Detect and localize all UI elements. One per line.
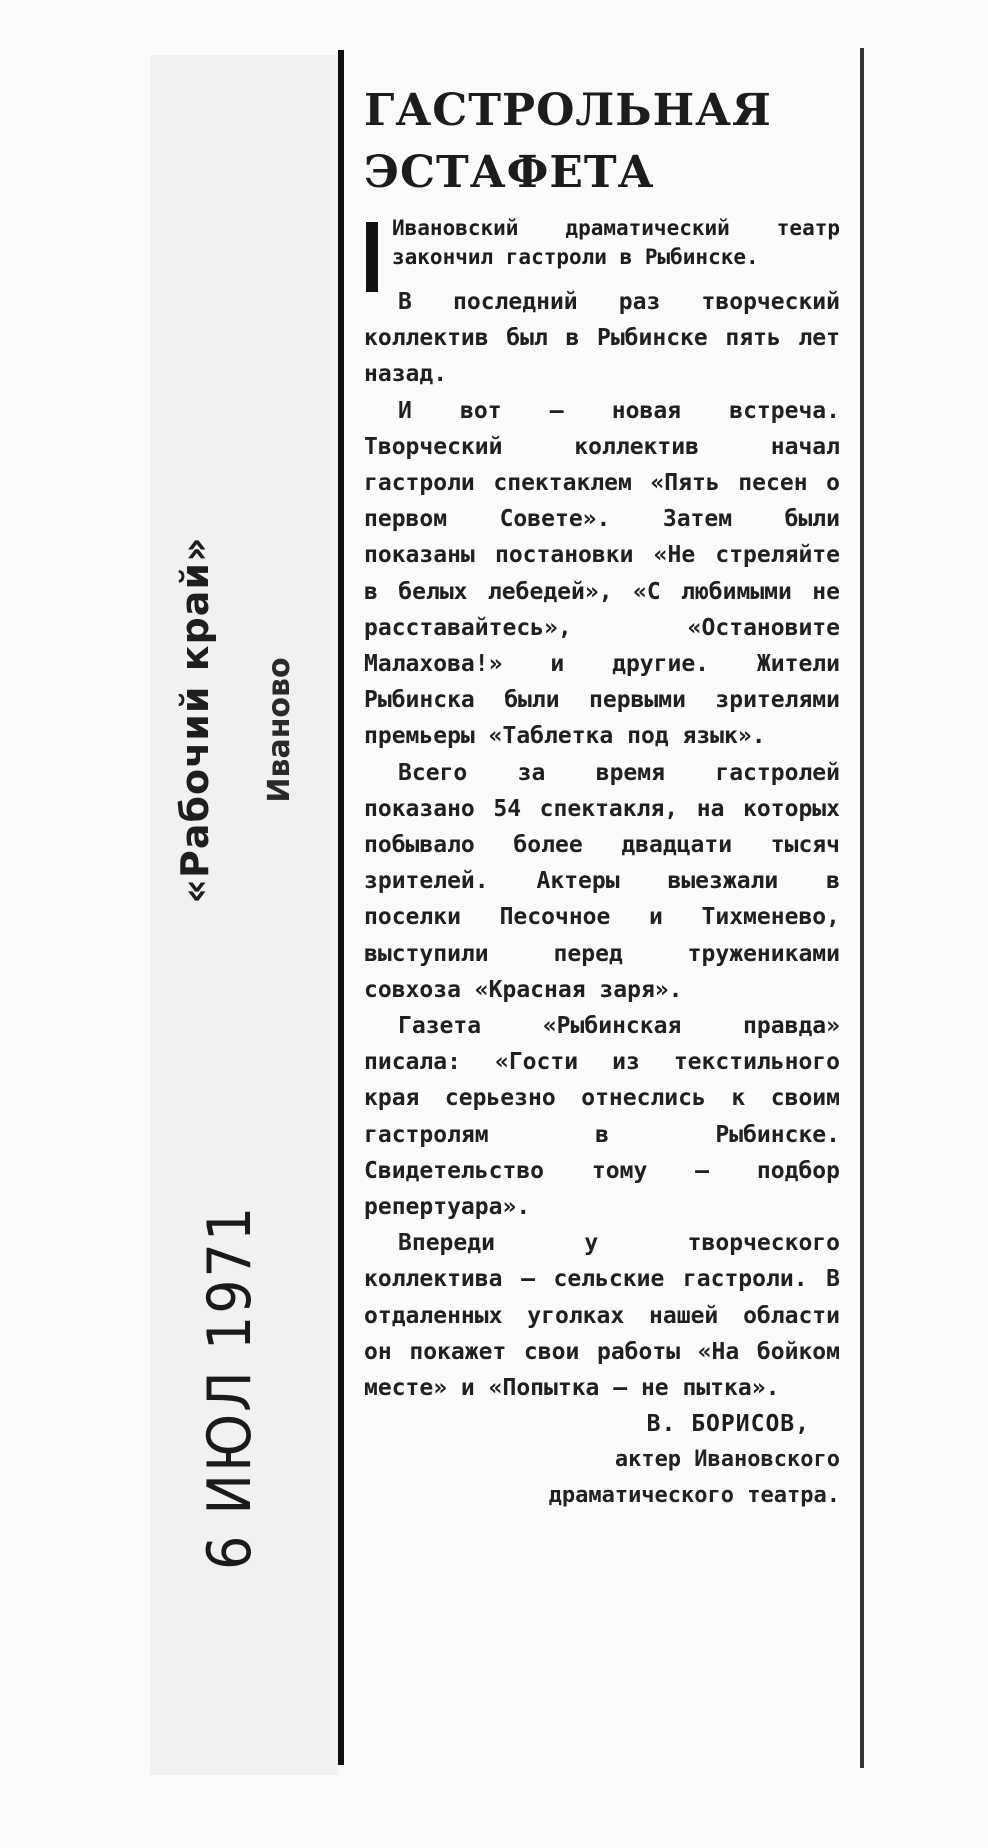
column-rule-right — [860, 48, 864, 1768]
newspaper-masthead-stamp: «Рабочий край» — [173, 536, 217, 904]
body-paragraph: Всего за время гастролей показано 54 спектакля, на которых побывало более двадцати тысяч зрителей. Актеры выезжали в поселки Песочное и Тихменево, выступили перед тружениками совхоза «Красная заря». — [364, 759, 840, 1003]
city-stamp: Иваново — [262, 657, 297, 803]
author-role-line-1: актер Ивановского — [614, 1447, 840, 1473]
body-paragraph: Газета «Рыбинская правда» писала: «Гости из текстильного края серьезно отнеслись к своим гастролям в Рыбинске. Свидетельство тому — подбор репертуара». — [364, 1013, 840, 1221]
article — [364, 80, 840, 1514]
column-rule-left — [338, 50, 344, 1765]
body-paragraph: В последний раз творческий коллектив был в Рыбинске пять лет назад. — [364, 289, 840, 388]
headline-line-2: ЭСТАФЕТА — [364, 147, 655, 198]
body-paragraph: Впереди у творческого коллектива — сельские гастроли. В отдаленных уголках нашей области он покажет свои работы «На бойком месте» и «Попытка — не пытка». — [364, 1230, 840, 1402]
lead-paragraph — [364, 214, 840, 272]
author-role-line-2: драматического театра. — [548, 1483, 840, 1509]
body-paragraph: И вот — новая встреча. Творческий коллектив начал гастроли спектаклем «Пять песен о первом Совете». Затем были показаны постановки «Не стреляйте в белых лебедей», «С любимыми не расставайтесь», «Остановите Малахова!» и другие. Жители Рыбинска были первыми зрителями премьеры «Таблетка под язык». — [364, 397, 840, 750]
headline — [364, 80, 840, 204]
date-stamp: 6 ИЮЛ 1971 — [195, 1204, 265, 1570]
lead-marker-bar — [366, 222, 378, 292]
lead-text: Ивановский драматический театр закончил гастроли в Рыбинске. — [392, 216, 840, 269]
headline-line-1: ГАСТРОЛЬНАЯ — [364, 85, 772, 136]
author-name: В. БОРИСОВ, — [646, 1411, 810, 1438]
